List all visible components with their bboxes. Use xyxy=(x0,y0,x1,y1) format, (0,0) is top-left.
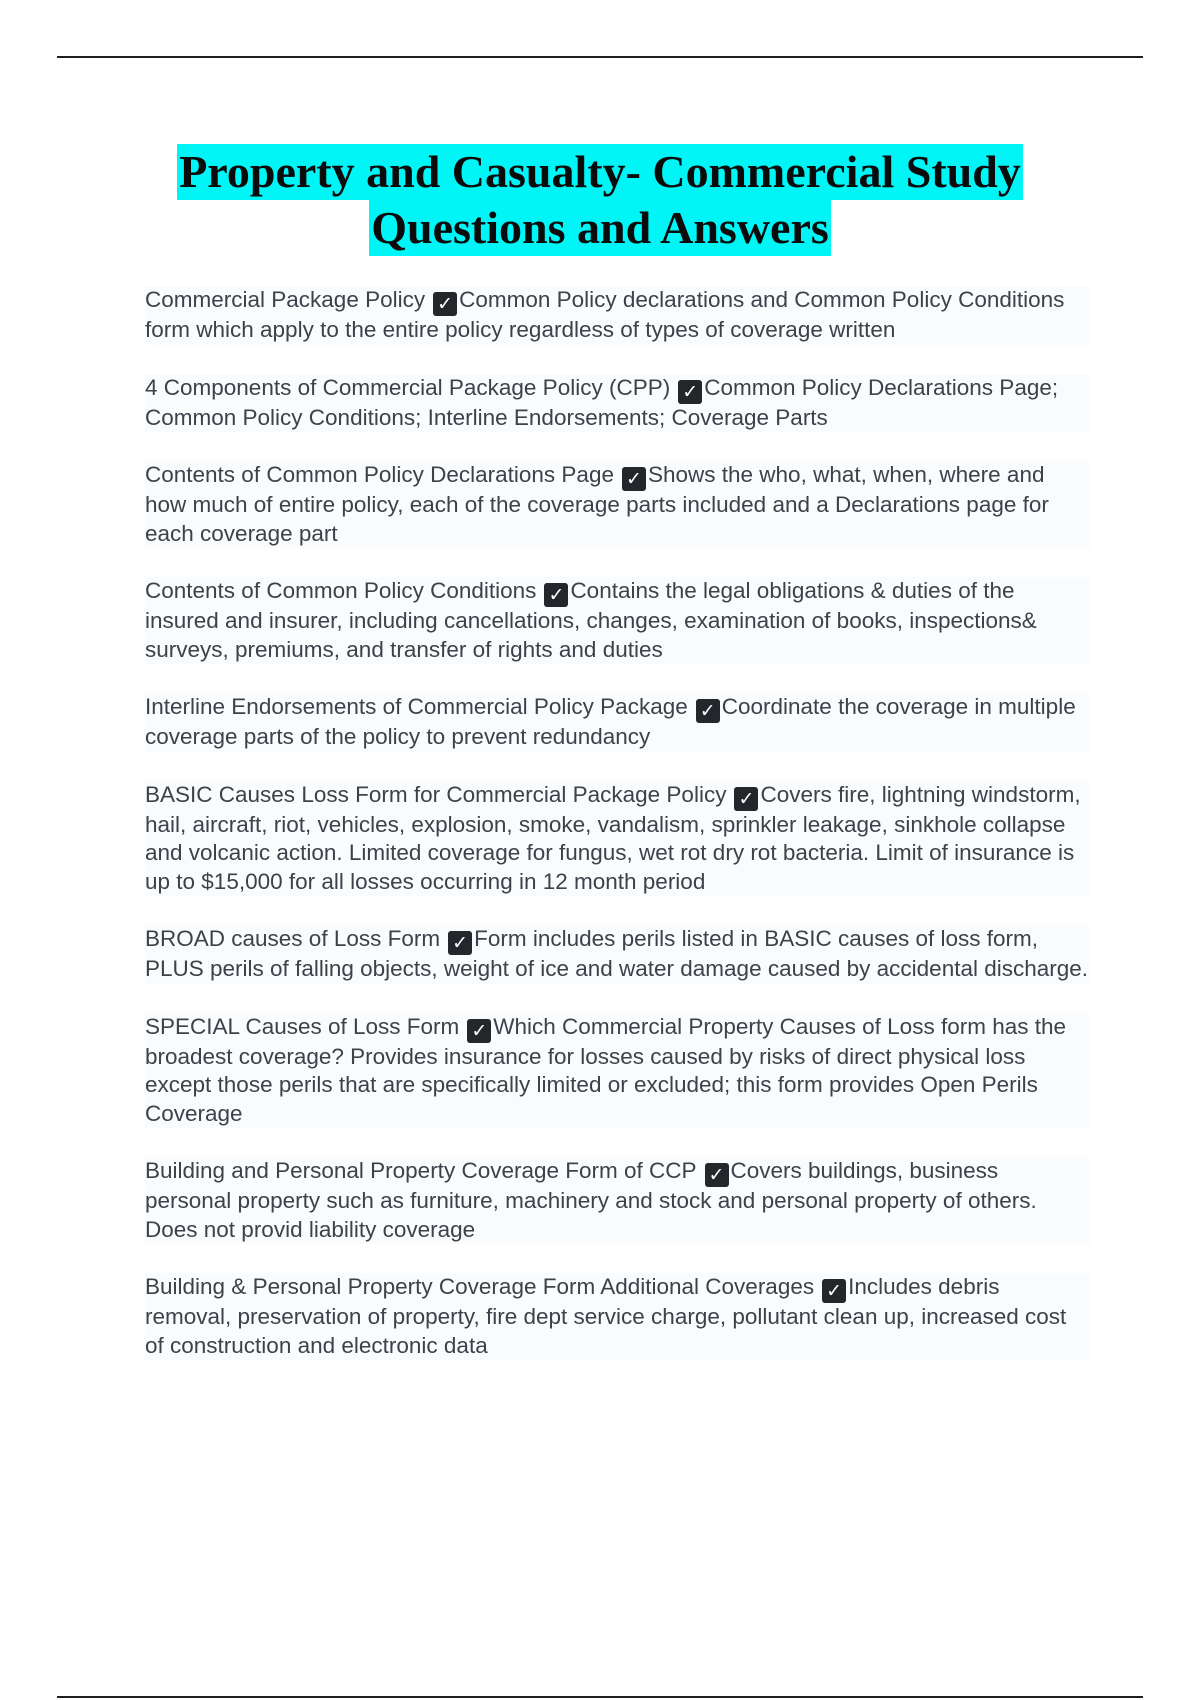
qa-item xyxy=(145,693,1090,752)
qa-item xyxy=(145,1157,1090,1244)
question-text: BASIC Causes Loss Form for Commercial Package Policy xyxy=(145,781,727,807)
answer-text: Covers buildings, business personal property such as furniture, machinery and stock and personal property of others. Does not provid liability coverage xyxy=(145,1158,1037,1242)
check-icon: ✓ xyxy=(705,1163,729,1187)
page-title xyxy=(60,144,1140,256)
check-icon: ✓ xyxy=(734,787,758,811)
qa-item xyxy=(145,577,1090,664)
qa-item xyxy=(145,781,1090,897)
check-icon: ✓ xyxy=(678,380,702,404)
check-icon: ✓ xyxy=(467,1019,491,1043)
check-icon: ✓ xyxy=(448,931,472,955)
qa-item xyxy=(145,1273,1090,1360)
check-icon: ✓ xyxy=(433,292,457,316)
question-text: Interline Endorsements of Commercial Policy Package xyxy=(145,694,688,719)
answer-text: Form includes perils listed in BASIC causes of loss form, PLUS perils of falling objects, weight of ice and water damage caused by accidental discharge. xyxy=(145,926,1089,981)
question-text: Contents of Common Policy Declarations Page xyxy=(145,462,614,487)
check-icon: ✓ xyxy=(544,583,568,607)
answer-text: Shows the who, what, when, where and how much of entire policy, each of the coverage parts included and a Declarations page for each coverage part xyxy=(145,462,1049,546)
qa-item xyxy=(145,374,1090,433)
question-text: 4 Components of Commercial Package Policy (CPP) xyxy=(145,374,671,400)
title-line-2: Questions and Answers xyxy=(369,200,831,256)
question-text: Building and Personal Property Coverage Form of CCP xyxy=(145,1158,697,1183)
answer-text: Common Policy Declarations Page; Common Policy Conditions; Interline Endorsements; Coverage Parts xyxy=(145,374,1059,430)
check-icon: ✓ xyxy=(622,467,646,491)
check-icon: ✓ xyxy=(696,699,720,723)
question-text: Building & Personal Property Coverage Form Additional Coverages xyxy=(145,1274,815,1299)
qa-item xyxy=(145,461,1090,548)
check-icon: ✓ xyxy=(822,1279,846,1303)
answer-text: Contains the legal obligations & duties of the insured and insurer, including cancellations, changes, examination of books, inspections& surveys, premiums, and transfer of rights and duties xyxy=(145,578,1037,662)
answer-text: Covers fire, lightning windstorm, hail, aircraft, riot, vehicles, explosion, smoke, vandalism, sprinkler leakage, sinkhole collapse and volcanic action. Limited coverage for fungus, wet rot dry rot bacteria. Limit of insurance is up to $15,000 for all losses occurring in 12 month period xyxy=(145,781,1081,894)
qa-item xyxy=(145,1013,1090,1129)
question-text: Commercial Package Policy xyxy=(145,287,426,312)
bottom-rule xyxy=(57,1696,1143,1698)
top-rule xyxy=(57,56,1143,58)
question-text: Contents of Common Policy Conditions xyxy=(145,578,537,603)
qa-item xyxy=(145,286,1090,345)
question-text: SPECIAL Causes of Loss Form xyxy=(145,1013,460,1039)
answer-text: Which Commercial Property Causes of Loss form has the broadest coverage? Provides insurance for losses caused by risks of direct physical loss except those perils that are specifically limited or excluded; this form provides Open Perils Coverage xyxy=(145,1013,1067,1126)
qa-list xyxy=(145,286,1090,1389)
answer-text: Includes debris removal, preservation of property, fire dept service charge, pollutant clean up, increased cost of construction and electronic data xyxy=(145,1274,1067,1358)
question-text: BROAD causes of Loss Form xyxy=(145,926,441,951)
qa-item xyxy=(145,925,1090,984)
title-line-1: Property and Casualty- Commercial Study xyxy=(177,144,1023,200)
answer-text: Coordinate the coverage in multiple coverage parts of the policy to prevent redundancy xyxy=(145,694,1076,749)
answer-text: Common Policy declarations and Common Policy Conditions form which apply to the entire policy regardless of types of coverage written xyxy=(145,287,1065,342)
